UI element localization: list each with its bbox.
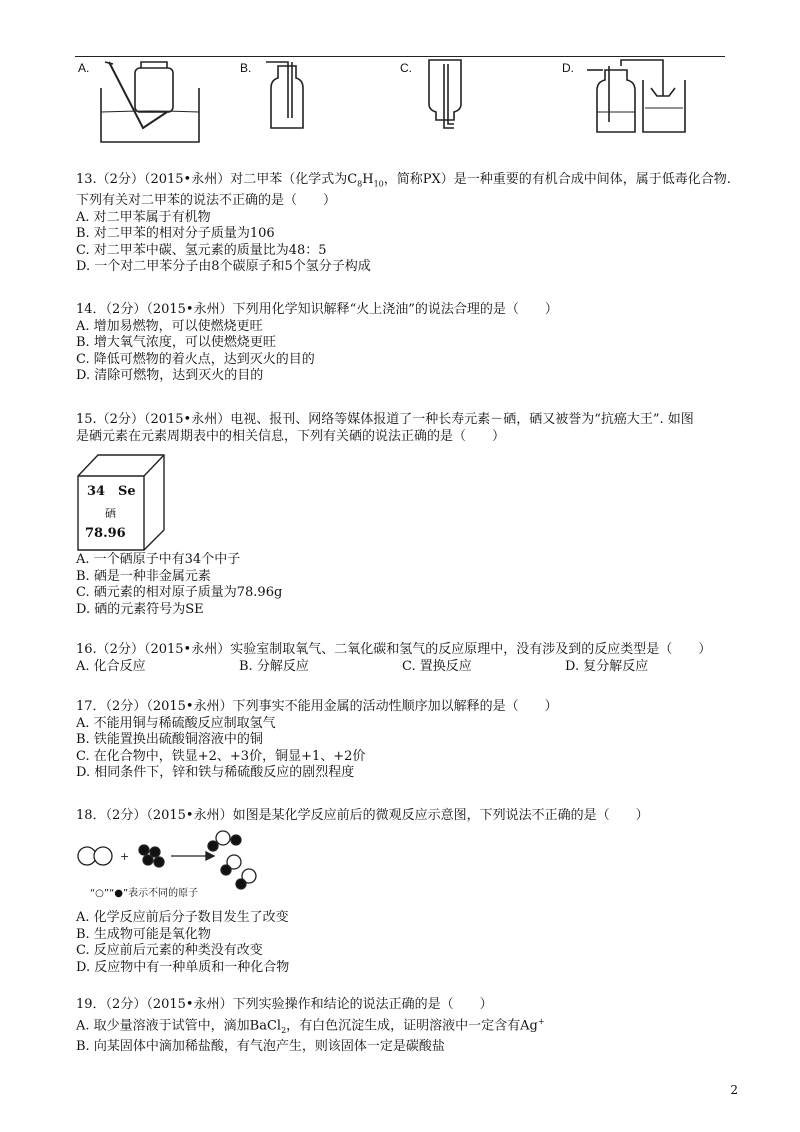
q17-option-d: D. 相同条件下，锌和铁与稀硫酸反应的剧烈程度 <box>76 765 355 780</box>
apparatus-c-figure <box>420 58 470 133</box>
q13-stem-line2: 下列有关对二甲苯的说法不正确的是（ ） <box>76 193 337 209</box>
q15-option-c: C. 硒元素的相对原子质量为78.96g <box>76 585 283 600</box>
selenium-atomic-mass: 78.96 <box>85 526 126 541</box>
q19-stem: 19．（2分）（2015•永州）下列实验操作和结论的说法正确的是（ ） <box>76 997 493 1012</box>
q15-option-d: D. 硒的元素符号为SE <box>76 601 204 617</box>
q18-option-b: B. 生成物可能是氧化物 <box>76 926 211 942</box>
question-15-options <box>76 552 736 618</box>
q16-option-a: A. 化合反应 <box>76 658 146 674</box>
question-15 <box>76 412 736 445</box>
apparatus-a-figure <box>95 60 205 148</box>
q17-option-b: B. 铁能置换出硫酸铜溶液中的铜 <box>76 732 263 747</box>
question-17 <box>76 699 736 782</box>
question-16 <box>76 642 736 675</box>
q16-options <box>76 659 736 676</box>
q18-option-c: C. 反应前后元素的种类没有改变 <box>76 943 263 958</box>
question-13 <box>76 172 736 276</box>
apparatus-label-c: C. <box>400 61 412 75</box>
question-18 <box>76 808 736 825</box>
q13-option-c: C. 对二甲苯中碳、氢元素的质量比为48：5 <box>76 242 327 258</box>
q13-option-b: B. 对二甲苯的相对分子质量为106 <box>76 226 275 242</box>
q15-option-b: B. 硒是一种非金属元素 <box>76 568 211 584</box>
question-19 <box>76 997 736 1055</box>
q18-option-d: D. 反应物中有一种单质和一种化合物 <box>76 959 290 975</box>
q17-option-c: C. 在化合物中，铁显+2、+3价，铜显+1、+2价 <box>76 748 366 764</box>
q19-option-a: A. 取少量溶液于试管中，滴加BaCl$_2$，有白色沉淀生成，证明溶液中一定含有Ag+ <box>76 1016 545 1035</box>
q14-stem: 14．（2分）（2015•永州）下列用化学知识解释“火上浇油”的说法合理的是（ ） <box>76 302 558 317</box>
q16-option-b: B. 分解反应 <box>239 658 309 674</box>
q13-option-d: D. 一个对二甲苯分子由8个碳原子和5个氢分子构成 <box>76 259 371 275</box>
q18-option-a: A. 化学反应前后分子数目发生了改变 <box>76 910 289 925</box>
q14-option-a: A. 增加易燃物，可以使燃烧更旺 <box>76 318 263 334</box>
q15-option-a: A. 一个硒原子中有34个中子 <box>76 552 241 567</box>
q16-option-d: D. 复分解反应 <box>565 658 649 674</box>
selenium-symbol: Se <box>118 484 136 499</box>
reaction-legend: “○”“●”表示不同的原子 <box>90 888 199 899</box>
selenium-name: 硒 <box>105 507 116 520</box>
q15-stem-line1: 15.（2分）（2015•永州）电视、报刊、网络等媒体报道了一种长寿元素－硒，硒又被誉为“抗癌大王”. 如图 <box>76 412 694 427</box>
question-18-options <box>76 910 736 976</box>
q14-option-c: C. 降低可燃物的着火点，达到灭火的目的 <box>76 351 315 367</box>
selenium-atomic-number: 34 <box>87 484 106 499</box>
question-14 <box>76 302 736 385</box>
q15-stem-line2: 是硒元素在元素周期表中的相关信息，下列有关硒的说法正确的是（ ） <box>76 428 506 444</box>
q19-option-b: B. 向某固体中滴加稀盐酸，有气泡产生，则该固体一定是碳酸盐 <box>76 1038 445 1054</box>
page-number: 2 <box>730 1083 738 1097</box>
q14-option-d: D. 清除可燃物，达到灭火的目的 <box>76 368 264 383</box>
apparatus-b-figure <box>262 58 312 130</box>
q17-option-a: A. 不能用铜与稀硫酸反应制取氢气 <box>76 715 276 731</box>
q16-stem: 16.（2分）（2015•永州）实验室制取氧气、二氧化碳和氢气的反应原理中，没有涉及到的反应类型是（ ） <box>76 642 712 657</box>
q16-option-c: C. 置换反应 <box>402 658 472 674</box>
apparatus-label-d: D. <box>562 61 574 75</box>
svg-text:+: + <box>120 850 130 863</box>
apparatus-label-b: B. <box>240 61 252 75</box>
q18-stem: 18．（2分）（2015•永州）如图是某化学反应前后的微观反应示意图，下列说法不正确的是（ ） <box>76 808 649 823</box>
apparatus-d-figure <box>583 56 688 136</box>
q13-stem-line1: 13.（2分）（2015•永州）对二甲苯（化学式为$C_8H_{10}$，简称PX）是一种重要的有机合成中间体，属于低毒化合物. <box>76 172 731 189</box>
q13-option-a: A. 对二甲苯属于有机物 <box>76 209 211 225</box>
q14-option-b: B. 增大氧气浓度，可以使燃烧更旺 <box>76 335 276 350</box>
apparatus-label-a: A. <box>78 61 90 75</box>
q17-stem: 17．（2分）（2015•永州）下列事实不能用金属的活动性顺序加以解释的是（ ） <box>76 699 558 714</box>
